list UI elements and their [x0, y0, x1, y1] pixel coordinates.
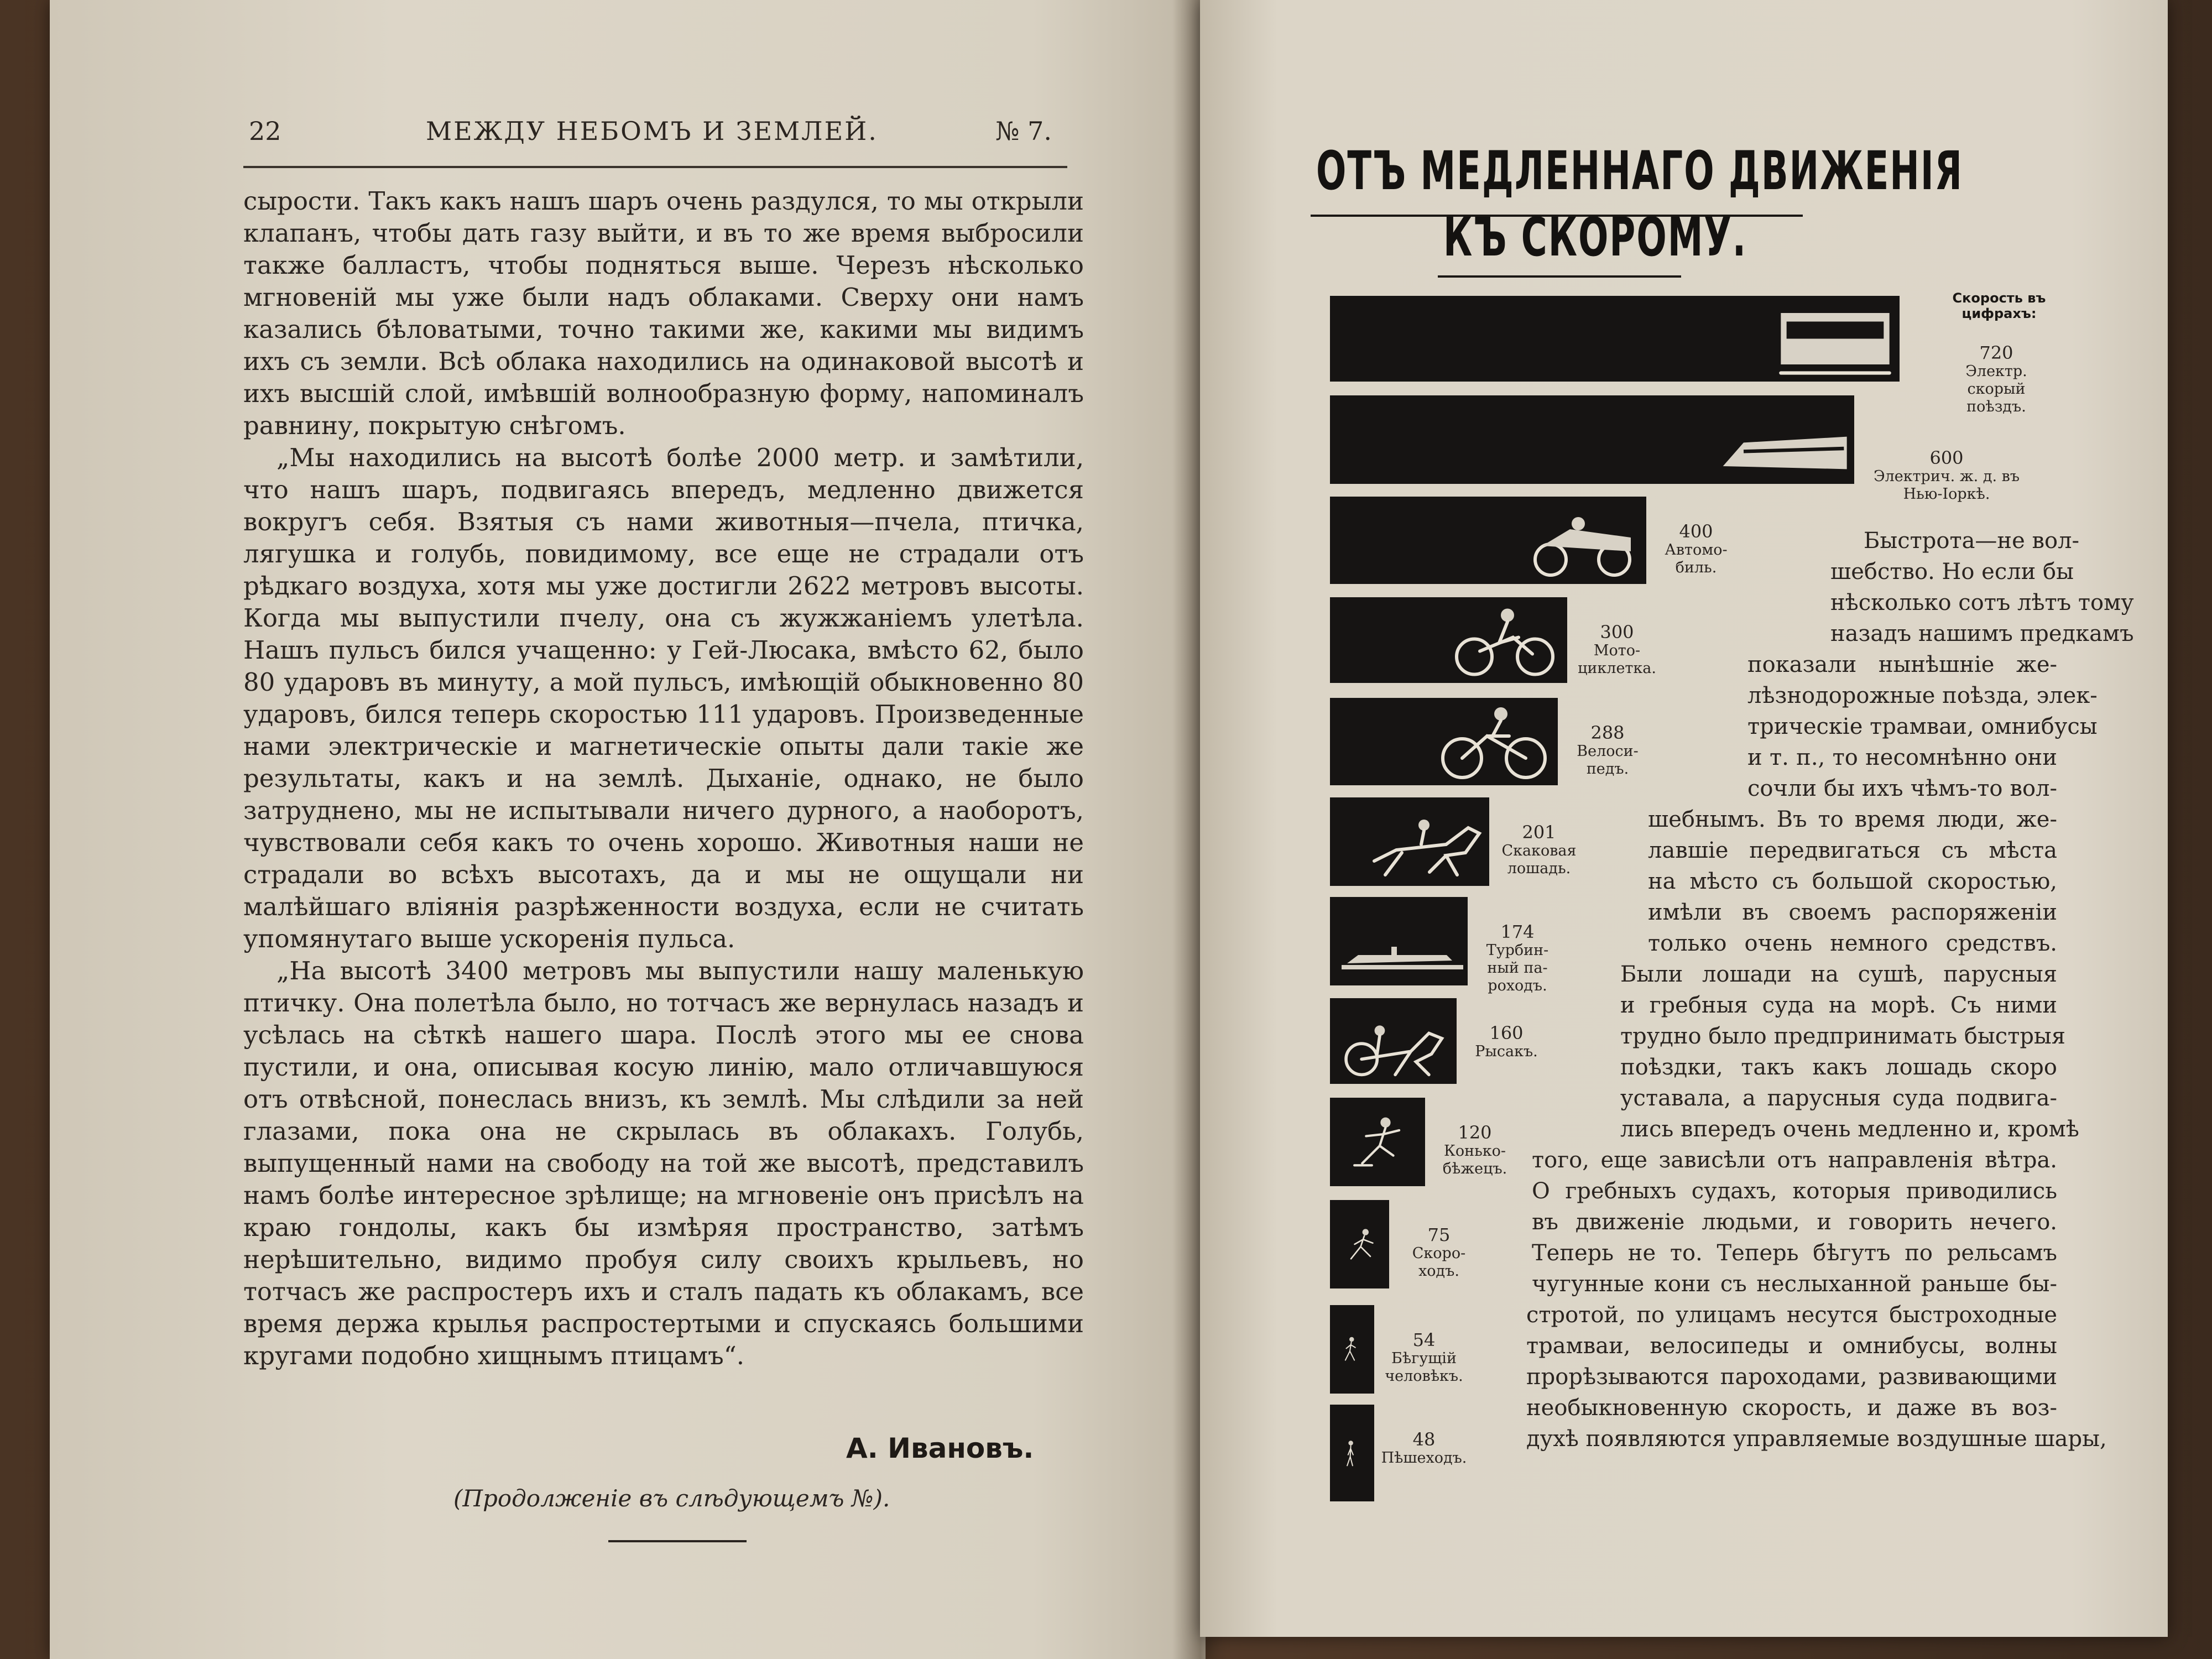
text-line: уставала, а парусныя суда подвига- — [1620, 1086, 2057, 1111]
paragraph-3: „На высотѣ 3400 метровъ мы выпустили нашу маленькую птичку. Она полетѣла было, но тотчасъ же вернулась назадъ и усѣлась на сѣткѣ нашего шара. Послѣ этого мы ее снова пустили, и она, описывая косую линію, мало отличавшуюся отъ отвѣсной, понеслась внизъ, къ землѣ. Мы слѣдили за ней глазами, пока она не скрылась въ облакахъ. Голубь, выпущенный нами на свободу на той же высотѣ, представилъ намъ болѣе интересное зрѣлище; на мгновеніе онъ присѣлъ на краю гондолы, какъ бы измѣряя пространство, затѣмъ нерѣшительно, видимо пробуя силу своихъ крыльевъ, но тотчасъ же распростеръ ихъ и сталъ падать къ облакамъ, все время держа крылья распростертыми и спускаясь большими кругами подобно хищнымъ птицамъ“. — [243, 956, 1084, 1370]
speed-bar — [1330, 597, 1567, 683]
vehicle-label: Турбин-ный па-роходъ. — [1486, 942, 1549, 994]
text-line: чугунные кони съ неслыханной раньше бы- — [1532, 1271, 2057, 1297]
text-line: трудно было предпринимать быстрыя — [1620, 1024, 2065, 1049]
vehicle-label: Мото-циклетка. — [1578, 642, 1656, 677]
speed-label — [1573, 622, 1661, 677]
chart-title-line-2: КЪ СКОРОМУ. — [1443, 207, 1747, 269]
speed-bar — [1330, 497, 1646, 584]
automobile-icon — [1520, 497, 1642, 584]
header-rule — [243, 166, 1067, 168]
text-line: показали нынѣшніе же- — [1747, 652, 2057, 677]
speed-label — [1952, 343, 2041, 416]
train-icon — [1573, 395, 1850, 484]
text-line: стротой, по улицамъ несутся быстроходные — [1526, 1302, 2057, 1328]
speed-bar — [1330, 1405, 1374, 1501]
skater-icon — [1335, 1098, 1421, 1186]
speed-bar — [1330, 698, 1558, 785]
text-line: поѣздки, такъ какъ лошадь скоро — [1620, 1055, 2057, 1080]
racehorse-icon — [1363, 797, 1485, 886]
motorcycle-icon — [1441, 597, 1563, 683]
speed-bar — [1330, 797, 1489, 886]
speed-value: 720 — [1979, 342, 2013, 363]
speed-value: 48 — [1412, 1429, 1436, 1450]
text-line: въ движеніе людьми, и говорить нечего. — [1532, 1209, 2057, 1235]
vehicle-label: Скоро-ходъ. — [1412, 1245, 1466, 1280]
text-line: Теперь не то. Теперь бѣгутъ по рельсамъ — [1532, 1240, 2057, 1266]
issue-number: № 7. — [995, 116, 1052, 146]
vehicle-label: Пѣшеходъ. — [1381, 1449, 1467, 1467]
text-line: трамваи, велосипеды и омнибусы, волны — [1526, 1333, 2057, 1359]
vehicle-label: Электр. скорый поѣздъ. — [1965, 363, 2027, 415]
article-body — [243, 185, 1084, 1372]
speed-bar — [1330, 1305, 1374, 1394]
text-line: прорѣзываются пароходами, развивающими — [1526, 1364, 2057, 1390]
text-line: Быстрота—не вол- — [1864, 528, 2079, 554]
text-line: имѣли въ своемъ распоряженіи — [1648, 900, 2057, 925]
speed-value: 300 — [1600, 622, 1634, 643]
speed-label — [1431, 1123, 1519, 1178]
text-line: трическіе трамваи, омнибусы — [1747, 714, 2098, 739]
speed-bar — [1330, 998, 1457, 1084]
text-line: нѣсколько сотъ лѣтъ тому — [1830, 590, 2134, 615]
vehicle-label: Автомо-биль. — [1665, 541, 1728, 576]
text-line: шебнымъ. Въ то время люди, же- — [1648, 807, 2057, 832]
vehicle-label: Бѣгущій человѣкъ. — [1385, 1350, 1463, 1385]
paragraph-1: сырости. Такъ какъ нашъ шаръ очень раздулся, то мы открыли клапанъ, чтобы дать газу выйти, и въ то же время выбросили также балластъ, чтобы подняться выше. Черезъ нѣсколько мгновеній мы уже были надъ облаками. Сверху они намъ казались бѣловатыми, точно такими же, какими мы видимъ ихъ съ земли. Всѣ облака находились на одинаковой высотѣ и ихъ высшій слой, имѣвшій волнообразную форму, напоминалъ равнину, покрытую снѣгомъ. — [243, 186, 1084, 440]
page-number: 22 — [249, 116, 281, 146]
speed-label — [1563, 723, 1652, 778]
pedestrian-icon — [1330, 1405, 1370, 1501]
steamship-icon — [1342, 897, 1463, 985]
racewalker-icon — [1332, 1200, 1385, 1288]
speed-value: 160 — [1489, 1022, 1524, 1044]
text-line: назадъ нашимъ предкамъ — [1830, 621, 2134, 646]
speed-label — [1652, 521, 1740, 577]
tram-icon — [1619, 296, 1895, 382]
speed-value: 400 — [1679, 521, 1713, 542]
speed-value: 75 — [1427, 1224, 1451, 1245]
speed-label — [1462, 1023, 1551, 1061]
speed-value: 288 — [1590, 722, 1625, 743]
runner-icon — [1330, 1305, 1370, 1394]
paragraph-2: „Мы находились на высотѣ болѣе 2000 метр. и замѣтили, что нашъ шаръ, подвигаясь впередъ, медленно движется вокругъ себя. Взятыя съ нами животныя—пчела, птичка, лягушка и голубь, повидимому, все еще не страдали отъ рѣдкаго воздуха, хотя мы уже достигли 2622 метровъ высоты. Когда мы выпустили пчелу, она съ жужжаніемъ улетѣла. Нашъ пульсъ бился учащенно: у Гей-Люсака, вмѣсто 62, было 80 ударовъ въ минуту, а мой пульсъ, имѣющій обыкновенно 80 ударовъ, бился теперь скоростью 111 ударовъ. Произведенные нами электрическіе и магнетическіе опыты дали такіе же результаты, какъ и на землѣ. Дыханіе, однако, не было затруднено, мы не испытывали ничего дурного, а наоборотъ, чувствовали себя какъ то очень хорошо. Животныя наши не страдали во всѣхъ высотахъ, да и мы не ощущали ни малѣйшаго вліянія разрѣженности воздуха, если не считать упомянутаго выше ускоренія пульса. — [243, 443, 1084, 953]
vehicle-label: Скаковая лошадь. — [1501, 842, 1577, 877]
speed-label — [1395, 1225, 1483, 1280]
end-rule — [608, 1540, 747, 1542]
speed-label — [1864, 448, 2030, 503]
speed-header: Скорость въ цифрахъ: — [1952, 290, 2046, 321]
vehicle-label: Велоси-педъ. — [1577, 743, 1639, 778]
text-line: О гребныхъ судахъ, которыя приводились — [1532, 1178, 2057, 1204]
text-line: и т. п., то несомнѣнно они — [1747, 745, 2057, 770]
bicycle-icon — [1432, 698, 1553, 785]
text-line: Были лошади на сушѣ, парусныя — [1620, 962, 2057, 987]
title-rule — [1438, 275, 1681, 278]
speed-value: 174 — [1500, 921, 1535, 942]
text-line: необыкновенную скорость, и даже въ воз- — [1526, 1395, 2057, 1421]
text-line: лѣзнодорожные поѣзда, элек- — [1747, 683, 2098, 708]
text-line: и гребныя суда на морѣ. Съ ними — [1620, 993, 2057, 1018]
speed-bar — [1330, 1200, 1389, 1288]
text-line: того, еще зависѣли отъ направленія вѣтра. — [1532, 1147, 2057, 1173]
text-line: лавшіе передвигаться съ мѣста — [1648, 838, 2057, 863]
speed-bar — [1330, 897, 1468, 985]
text-line: духѣ появляются управляемые воздушные шары, — [1526, 1426, 2107, 1452]
speed-bar — [1330, 1098, 1425, 1186]
speed-label — [1380, 1430, 1468, 1467]
running-title: МЕЖДУ НЕБОМЪ И ЗЕМЛЕЙ. — [426, 116, 878, 146]
trotter-icon — [1338, 998, 1452, 1084]
text-line: сочли бы ихъ чѣмъ-то вол- — [1747, 776, 2057, 801]
text-line: только очень немного средствъ. — [1648, 931, 2057, 956]
vehicle-label: Электрич. ж. д. въ Нью-Іоркѣ. — [1873, 468, 2020, 503]
speed-label — [1473, 922, 1562, 995]
text-line: на мѣсто съ большой скоростью, — [1648, 869, 2057, 894]
speed-value: 120 — [1458, 1122, 1492, 1143]
speed-bar — [1330, 395, 1854, 484]
speed-label — [1380, 1330, 1468, 1385]
author-signature: А. Ивановъ. — [846, 1432, 1034, 1464]
text-line: шебство. Но если бы — [1830, 559, 2074, 585]
text-line: лись впередъ очень медленно и, кромѣ — [1620, 1117, 2079, 1142]
speed-value: 54 — [1412, 1329, 1436, 1350]
speed-value: 201 — [1522, 822, 1556, 843]
speed-bar — [1330, 296, 1900, 382]
vehicle-label: Рысакъ. — [1475, 1043, 1538, 1060]
running-head — [243, 116, 1067, 149]
speed-label — [1495, 822, 1583, 878]
speed-value: 600 — [1929, 447, 1964, 468]
chart-title-line-1: ОТЪ МЕДЛЕННАГО ДВИЖЕНІЯ — [1316, 141, 1963, 202]
continued-note: (Продолженіе въ слѣдующемъ №). — [453, 1485, 890, 1512]
vehicle-label: Конько-бѣжецъ. — [1442, 1142, 1507, 1177]
